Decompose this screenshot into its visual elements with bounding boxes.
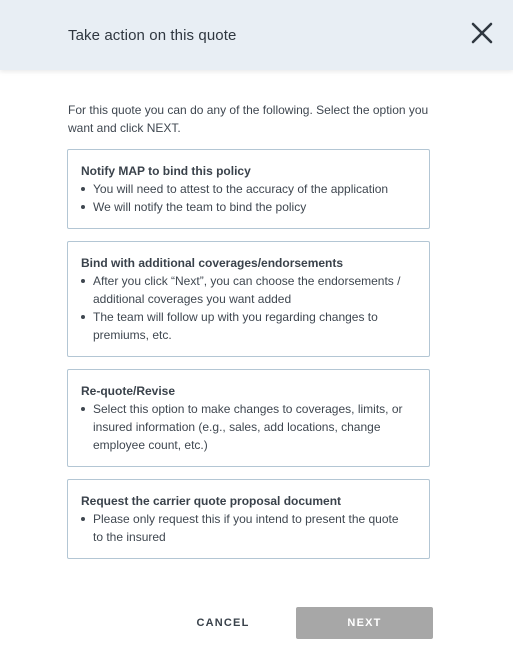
option-notify-bind[interactable] xyxy=(67,149,430,229)
option-title: Re-quote/Revise xyxy=(81,384,176,398)
option-title: Request the carrier quote proposal document xyxy=(81,494,342,508)
option-bullet-list xyxy=(81,400,411,454)
option-bullet: The team will follow up with you regarding changes to premiums, etc. xyxy=(81,308,411,344)
option-request-proposal-document[interactable] xyxy=(67,479,430,559)
option-bullet: Select this option to make changes to coverages, limits, or insured information (e.g., sales, add locations, change employee count, etc.) xyxy=(81,400,411,454)
dialog-header xyxy=(0,0,513,70)
option-bullet-list xyxy=(81,272,411,344)
option-bind-additional-coverages[interactable] xyxy=(67,241,430,357)
dialog-intro-text: For this quote you can do any of the following. Select the option you want and click NEXT. xyxy=(68,103,429,135)
option-bullet: You will need to attest to the accuracy of the application xyxy=(81,180,411,198)
option-title: Bind with additional coverages/endorsements xyxy=(81,256,344,270)
close-icon xyxy=(468,19,496,47)
option-bullet-list xyxy=(81,510,411,546)
option-bullet-list xyxy=(81,180,411,216)
option-title: Notify MAP to bind this policy xyxy=(81,164,251,178)
option-requote-revise[interactable] xyxy=(67,369,430,467)
option-bullet: We will notify the team to bind the policy xyxy=(81,198,411,216)
next-button[interactable]: NEXT xyxy=(296,607,433,639)
option-bullet: Please only request this if you intend to present the quote to the insured xyxy=(81,510,411,546)
cancel-button[interactable]: CANCEL xyxy=(196,617,250,629)
dialog-title: Take action on this quote xyxy=(68,27,237,44)
option-bullet: After you click “Next”, you can choose the endorsements / additional coverages you want added xyxy=(81,272,411,308)
close-button[interactable] xyxy=(468,19,496,47)
